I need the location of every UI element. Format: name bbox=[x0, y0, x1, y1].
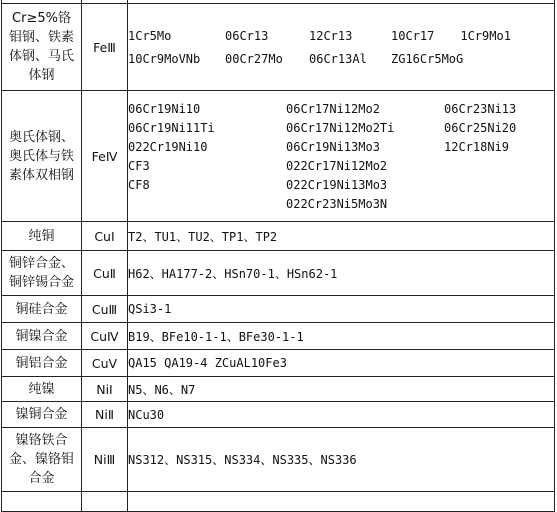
grade: ZG16Cr5MoG bbox=[391, 51, 464, 66]
category-text: 镍铬铁合 bbox=[15, 433, 68, 448]
code-cell: NiⅠ bbox=[82, 377, 128, 402]
category-text: 金、镍铬钼 bbox=[8, 452, 74, 467]
table-row bbox=[2, 222, 555, 251]
category-cell bbox=[2, 428, 82, 492]
material-classification-table bbox=[1, 0, 555, 512]
grade: 022Cr17Ni12Mo2 bbox=[286, 158, 388, 173]
grade: 00Cr27Mo bbox=[225, 51, 283, 66]
category-text: 奥氏体钢、 bbox=[8, 129, 74, 145]
grade bbox=[444, 159, 554, 173]
category-text: Cr≥5%铬 bbox=[12, 11, 71, 26]
code-cell: FeⅣ bbox=[82, 91, 128, 222]
code-cell: FeⅢ bbox=[82, 4, 128, 91]
table-row bbox=[2, 323, 555, 350]
category-text: 奥氏体与铁 bbox=[8, 148, 74, 164]
category-text: 铜锌锡合金 bbox=[8, 275, 74, 290]
grade: CF3 bbox=[128, 158, 150, 173]
table-row bbox=[2, 4, 555, 91]
materials-cell: B19、BFe10-1-1、BFe30-1-1 bbox=[128, 323, 555, 350]
code-cell: CuⅡ bbox=[82, 251, 128, 296]
table-row bbox=[2, 377, 555, 402]
category-text: 铜硅合金 bbox=[15, 301, 68, 317]
table-row bbox=[2, 402, 555, 428]
grade: 06Cr13 bbox=[225, 28, 269, 43]
table-row bbox=[2, 428, 555, 492]
materials-cell bbox=[128, 4, 555, 91]
table-row-cropped bbox=[2, 492, 555, 512]
code-cell: CuⅣ bbox=[82, 323, 128, 350]
grade: 10Cr17 1Cr9Mo1 bbox=[391, 28, 511, 43]
category-text: 铜锌合金、 bbox=[8, 256, 74, 271]
category-cell bbox=[2, 350, 82, 377]
category-text: 铜镍合金 bbox=[15, 328, 68, 344]
grade: 1Cr5Mo bbox=[128, 28, 172, 43]
code-cell: CuⅤ bbox=[82, 350, 128, 377]
grade: 12Cr18Ni9 bbox=[444, 139, 510, 154]
category-text: 铜铝合金 bbox=[15, 355, 68, 371]
category-text: 钼钢、铁素 bbox=[8, 30, 74, 45]
grade: 10Cr9MoVNb bbox=[128, 51, 201, 66]
grade: 022Cr19Ni13Mo3 bbox=[286, 177, 388, 192]
category-text: 合金 bbox=[28, 471, 55, 486]
code-cell: CuⅢ bbox=[82, 296, 128, 323]
grade: 06Cr25Ni20 bbox=[444, 120, 517, 135]
materials-cell: NS312、NS315、NS334、NS335、NS336 bbox=[128, 428, 555, 492]
grade: CF8 bbox=[128, 177, 150, 192]
category-text: 体钢、马氏 bbox=[8, 49, 74, 64]
code-cell: NiⅢ bbox=[82, 428, 128, 492]
category-cell bbox=[2, 323, 82, 350]
category-text: 素体双相钢 bbox=[8, 167, 74, 183]
category-cell bbox=[2, 296, 82, 323]
grade: 06Cr19Ni11Ti bbox=[128, 120, 215, 135]
category-cell bbox=[2, 377, 82, 402]
code-cell: CuⅠ bbox=[82, 222, 128, 251]
materials-cell: N5、N6、N7 bbox=[128, 377, 555, 402]
category-cell bbox=[2, 402, 82, 428]
grade: 12Cr13 bbox=[309, 28, 353, 43]
category-cell bbox=[2, 4, 82, 91]
table-row bbox=[2, 251, 555, 296]
table-row bbox=[2, 350, 555, 377]
table-row bbox=[2, 91, 555, 222]
category-text: 纯铜 bbox=[28, 228, 55, 244]
grade: 06Cr13Al bbox=[309, 51, 367, 66]
materials-cell: T2、TU1、TU2、TP1、TP2 bbox=[128, 222, 555, 251]
grade: 06Cr19Ni10 bbox=[128, 101, 201, 116]
materials-cell: NCu30 bbox=[128, 402, 555, 428]
grade: 06Cr17Ni12Mo2Ti bbox=[286, 120, 395, 135]
grade bbox=[444, 197, 554, 211]
category-text: 纯镍 bbox=[28, 381, 55, 397]
grade: 06Cr23Ni13 bbox=[444, 101, 517, 116]
category-cell bbox=[2, 222, 82, 251]
grade: 022Cr19Ni10 bbox=[128, 139, 208, 154]
grade: 022Cr23Ni5Mo3N bbox=[286, 196, 388, 211]
materials-cell: QA15 QA19-4 ZCuAL10Fe3 bbox=[128, 350, 555, 377]
category-cell bbox=[2, 91, 82, 222]
code-cell: NiⅡ bbox=[82, 402, 128, 428]
category-cell bbox=[2, 251, 82, 296]
grade bbox=[444, 178, 554, 192]
category-text: 体钢 bbox=[28, 68, 55, 83]
materials-cell: QSi3-1 bbox=[128, 296, 555, 323]
table-row bbox=[2, 296, 555, 323]
grade: 06Cr19Ni13Mo3 bbox=[286, 139, 380, 154]
grade: 06Cr17Ni12Mo2 bbox=[286, 101, 380, 116]
materials-cell: H62、HA177-2、HSn70-1、HSn62-1 bbox=[128, 251, 555, 296]
materials-cell bbox=[128, 91, 555, 222]
grade bbox=[128, 197, 286, 211]
category-text: 镍铜合金 bbox=[15, 407, 68, 422]
